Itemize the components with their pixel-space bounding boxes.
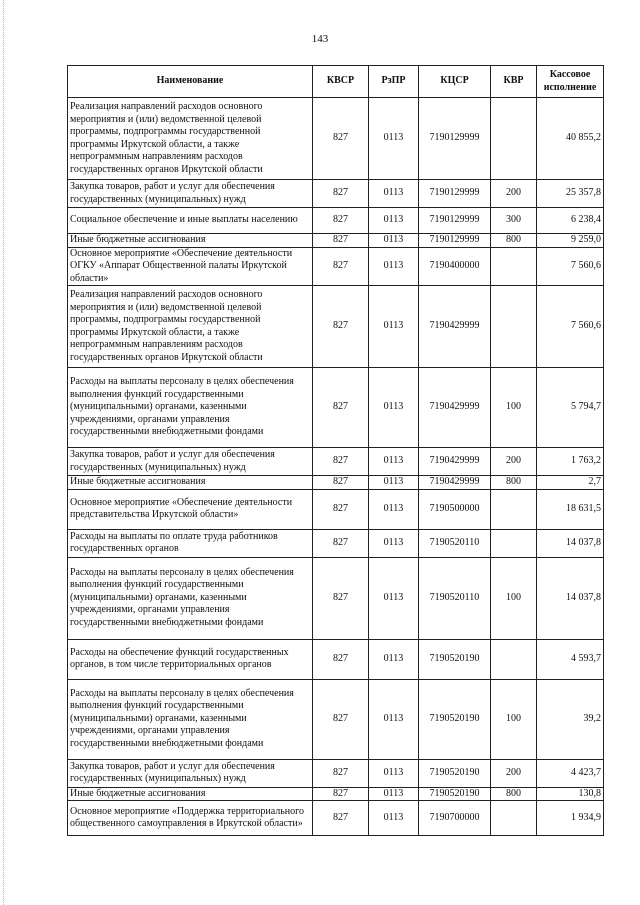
row-rzpr: 0113 (369, 247, 419, 286)
row-kvr: 100 (491, 368, 537, 448)
row-kvr (491, 489, 537, 529)
row-name: Основное мероприятие «Поддержка территориального общественного самоуправления в Иркутской области» (68, 801, 313, 836)
row-rzpr: 0113 (369, 286, 419, 368)
page-number: 143 (311, 33, 329, 45)
table-row (68, 286, 604, 368)
row-amount: 4 423,7 (537, 759, 604, 787)
header-kvr: КВР (491, 66, 537, 98)
row-kcsr: 7190129999 (419, 98, 491, 180)
row-kvsr: 827 (313, 368, 369, 448)
table-row (68, 368, 604, 448)
row-amount: 5 794,7 (537, 368, 604, 448)
row-kvsr: 827 (313, 801, 369, 836)
row-kvsr: 827 (313, 639, 369, 679)
row-kvsr: 827 (313, 448, 369, 476)
table-row (68, 247, 604, 286)
row-amount: 7 560,6 (537, 286, 604, 368)
row-kvsr: 827 (313, 759, 369, 787)
row-amount: 4 593,7 (537, 639, 604, 679)
row-name: Иные бюджетные ассигнования (68, 476, 313, 490)
row-kvsr: 827 (313, 529, 369, 557)
row-kcsr: 7190520190 (419, 787, 491, 801)
row-amount: 18 631,5 (537, 489, 604, 529)
row-kvr: 200 (491, 180, 537, 208)
row-rzpr: 0113 (369, 557, 419, 639)
row-kvsr: 827 (313, 557, 369, 639)
row-rzpr: 0113 (369, 489, 419, 529)
row-name: Расходы на выплаты персоналу в целях обеспечения выполнения функций государственными (муниципальными) органами, казенными учреждениями, органами управления государственными внебюджетными фондами (68, 557, 313, 639)
row-rzpr: 0113 (369, 98, 419, 180)
table-row (68, 476, 604, 490)
row-kvr: 800 (491, 476, 537, 490)
row-kvr (491, 247, 537, 286)
row-kvsr: 827 (313, 679, 369, 759)
row-kvsr: 827 (313, 489, 369, 529)
row-kvr (491, 286, 537, 368)
row-rzpr: 0113 (369, 208, 419, 234)
table-row (68, 98, 604, 180)
row-amount: 14 037,8 (537, 557, 604, 639)
row-kvsr: 827 (313, 247, 369, 286)
row-amount: 7 560,6 (537, 247, 604, 286)
row-kvsr: 827 (313, 286, 369, 368)
row-rzpr: 0113 (369, 787, 419, 801)
row-kvsr: 827 (313, 98, 369, 180)
header-kvsr: КВСР (313, 66, 369, 98)
table-header (68, 66, 604, 98)
row-kvr: 200 (491, 448, 537, 476)
header-name: Наименование (68, 66, 313, 98)
row-kcsr: 7190520110 (419, 557, 491, 639)
row-name: Закупка товаров, работ и услуг для обеспечения государственных (муниципальных) нужд (68, 448, 313, 476)
table-row (68, 679, 604, 759)
row-kvsr: 827 (313, 476, 369, 490)
row-name: Иные бюджетные ассигнования (68, 787, 313, 801)
table-row (68, 557, 604, 639)
row-kvr (491, 801, 537, 836)
table-row (68, 801, 604, 836)
row-name: Социальное обеспечение и иные выплаты населению (68, 208, 313, 234)
row-kvr: 800 (491, 787, 537, 801)
table-row (68, 180, 604, 208)
row-rzpr: 0113 (369, 368, 419, 448)
row-rzpr: 0113 (369, 801, 419, 836)
table-row (68, 529, 604, 557)
header-kcsr: КЦСР (419, 66, 491, 98)
table-row (68, 448, 604, 476)
row-kcsr: 7190520190 (419, 639, 491, 679)
row-kcsr: 7190429999 (419, 286, 491, 368)
row-rzpr: 0113 (369, 448, 419, 476)
row-name: Основное мероприятие «Обеспечение деятельности представительства Иркутской области» (68, 489, 313, 529)
row-kcsr: 7190520190 (419, 679, 491, 759)
row-amount: 1 934,9 (537, 801, 604, 836)
row-kcsr: 7190429999 (419, 476, 491, 490)
table-row (68, 208, 604, 234)
row-kcsr: 7190700000 (419, 801, 491, 836)
table-row (68, 489, 604, 529)
budget-table (67, 65, 604, 836)
header-rzpr: РзПР (369, 66, 419, 98)
header-row (68, 66, 604, 98)
row-kvr: 800 (491, 234, 537, 248)
row-amount: 2,7 (537, 476, 604, 490)
row-name: Закупка товаров, работ и услуг для обеспечения государственных (муниципальных) нужд (68, 759, 313, 787)
row-kcsr: 7190129999 (419, 180, 491, 208)
row-kcsr: 7190429999 (419, 448, 491, 476)
row-rzpr: 0113 (369, 639, 419, 679)
row-amount: 14 037,8 (537, 529, 604, 557)
row-amount: 1 763,2 (537, 448, 604, 476)
row-amount: 25 357,8 (537, 180, 604, 208)
row-amount: 130,8 (537, 787, 604, 801)
header-amount: Кассовое исполнение (537, 66, 604, 98)
row-kvsr: 827 (313, 787, 369, 801)
row-kvr (491, 98, 537, 180)
row-kcsr: 7190129999 (419, 208, 491, 234)
row-kcsr: 7190520110 (419, 529, 491, 557)
row-kvr (491, 529, 537, 557)
row-kcsr: 7190500000 (419, 489, 491, 529)
page-edge-line (3, 0, 4, 905)
row-kcsr: 7190129999 (419, 234, 491, 248)
row-name: Закупка товаров, работ и услуг для обеспечения государственных (муниципальных) нужд (68, 180, 313, 208)
row-name: Реализация направлений расходов основного мероприятия и (или) ведомственной целевой программы, подпрограммы государственной программы Иркутской области, а также непрограммным направлениям расходов государственных органов Иркутской области (68, 98, 313, 180)
row-kvr: 200 (491, 759, 537, 787)
row-kcsr: 7190429999 (419, 368, 491, 448)
row-kcsr: 7190400000 (419, 247, 491, 286)
row-kcsr: 7190520190 (419, 759, 491, 787)
row-name: Иные бюджетные ассигнования (68, 234, 313, 248)
row-name: Расходы на выплаты персоналу в целях обеспечения выполнения функций государственными (муниципальными) органами, казенными учреждениями, органами управления государственными внебюджетными фондами (68, 368, 313, 448)
table-row (68, 234, 604, 248)
row-name: Расходы на обеспечение функций государственных органов, в том числе территориальных органов (68, 639, 313, 679)
row-kvr (491, 639, 537, 679)
row-amount: 6 238,4 (537, 208, 604, 234)
row-rzpr: 0113 (369, 759, 419, 787)
row-name: Реализация направлений расходов основного мероприятия и (или) ведомственной целевой программы, подпрограммы государственной программы Иркутской области, а также непрограммным направлениям расходов государственных органов Иркутской области (68, 286, 313, 368)
row-amount: 39,2 (537, 679, 604, 759)
table-body (68, 98, 604, 836)
row-kvr: 100 (491, 557, 537, 639)
row-rzpr: 0113 (369, 476, 419, 490)
row-kvr: 300 (491, 208, 537, 234)
row-name: Основное мероприятие «Обеспечение деятельности ОГКУ «Аппарат Общественной палаты Иркутской области» (68, 247, 313, 286)
row-kvsr: 827 (313, 208, 369, 234)
table-row (68, 759, 604, 787)
row-kvsr: 827 (313, 234, 369, 248)
row-name: Расходы на выплаты по оплате труда работников государственных органов (68, 529, 313, 557)
row-amount: 9 259,0 (537, 234, 604, 248)
row-name: Расходы на выплаты персоналу в целях обеспечения выполнения функций государственными (муниципальными) органами, казенными учреждениями, органами управления государственными внебюджетными фондами (68, 679, 313, 759)
row-rzpr: 0113 (369, 529, 419, 557)
row-rzpr: 0113 (369, 679, 419, 759)
row-kvr: 100 (491, 679, 537, 759)
row-amount: 40 855,2 (537, 98, 604, 180)
row-rzpr: 0113 (369, 180, 419, 208)
row-kvsr: 827 (313, 180, 369, 208)
row-rzpr: 0113 (369, 234, 419, 248)
table-row (68, 639, 604, 679)
table-row (68, 787, 604, 801)
